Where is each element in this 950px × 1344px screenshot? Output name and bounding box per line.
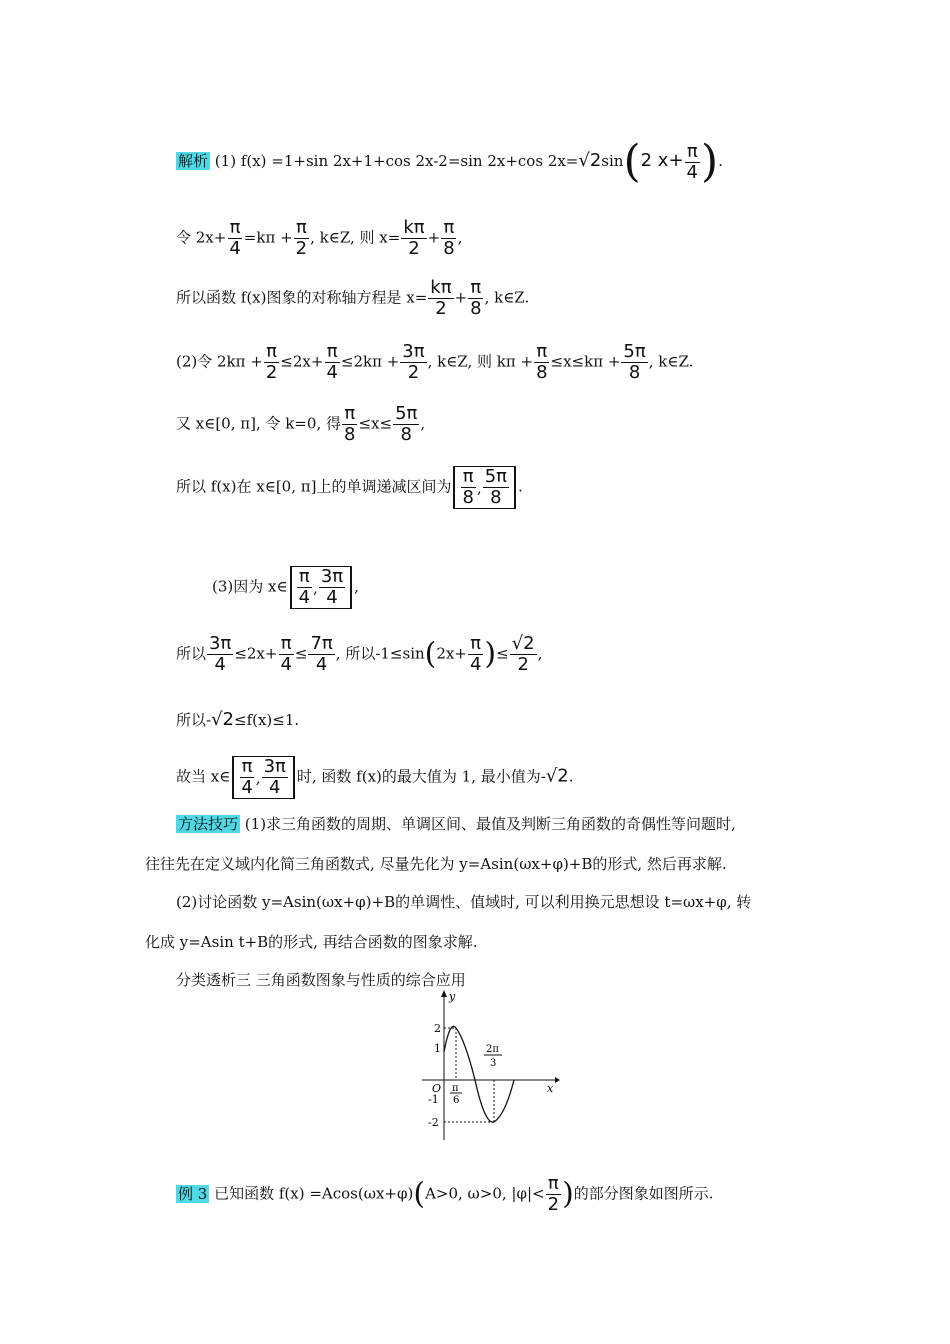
- cosine-graph: [410, 990, 560, 1140]
- text: .: [518, 477, 523, 496]
- section-heading: [176, 970, 466, 990]
- solution-line-8: [176, 634, 542, 675]
- method-line-1: [176, 814, 736, 834]
- text: ≤: [496, 644, 509, 663]
- fraction: $\frac{k\pi}{2}$: [430, 277, 452, 319]
- text: ≤2x+: [280, 352, 324, 371]
- left-paren: (: [424, 636, 437, 672]
- solution-line-7: [212, 566, 359, 609]
- text: ≤2kπ +: [340, 352, 400, 371]
- text: , k∈Z, 则 kπ +: [427, 352, 534, 371]
- text: 分类透析三 三角函数图象与性质的综合应用: [176, 971, 466, 989]
- fraction: $\frac{5\pi}{8}$: [395, 403, 418, 445]
- fraction: $\frac{3\pi}{4}$: [320, 566, 344, 608]
- y-tick-neg1: -1: [428, 1093, 439, 1106]
- solution-line-4: [176, 342, 693, 383]
- fraction: $\frac{\pi}{4}$: [469, 633, 482, 675]
- fraction: $\frac{\pi}{4}$: [241, 756, 253, 798]
- text: (2)讨论函数 y=Asin(ωx+φ)+B的单调性、值域时, 可以利用换元思想设 t=ωx+φ, 转: [176, 893, 752, 911]
- text: 又 x∈[0, π], 令 k=0, 得: [176, 414, 342, 433]
- text: =kπ +: [243, 228, 293, 247]
- solution-line-3: [176, 278, 529, 319]
- text: sin: [601, 152, 624, 170]
- text: 令 2x+: [176, 228, 227, 247]
- right-paren: ): [701, 136, 719, 187]
- solution-line-6: [176, 466, 523, 509]
- text: (3)因为 x∈: [212, 577, 288, 596]
- text: .: [568, 767, 574, 786]
- solution-line-10: [176, 756, 574, 799]
- text: ,: [457, 228, 463, 247]
- text: 2x+: [436, 644, 467, 663]
- fraction: $\frac{\pi}{8}$: [462, 466, 474, 508]
- x-tick-2pi3-den: 3: [490, 1058, 497, 1069]
- text: ,: [354, 577, 359, 596]
- text: 的部分图象如图所示.: [573, 1184, 714, 1203]
- text: 所以函数 f(x)图象的对称轴方程是 x=: [176, 288, 428, 307]
- text: (1)求三角函数的周期、单调区间、最值及判断三角函数的奇偶性等问题时,: [244, 815, 736, 833]
- interval-bracket: $\frac{\pi}{4}$ , $\frac{3\pi}{4}$: [232, 756, 295, 799]
- x-axis-label: x: [547, 1082, 554, 1095]
- x-tick-pi6-num: π: [452, 1083, 459, 1094]
- text: 2 x+: [640, 150, 684, 171]
- sqrt2: √2: [211, 709, 234, 730]
- fraction: $\frac{3\pi}{4}$: [209, 633, 232, 675]
- fraction: $\frac{\pi}{8}$: [443, 217, 455, 259]
- text: , k∈Z.: [648, 352, 694, 371]
- right-paren: ): [562, 1176, 574, 1212]
- text: , k∈Z.: [484, 288, 530, 307]
- fraction: $\frac{3\pi}{2}$: [402, 341, 425, 383]
- solution-line-9: [176, 710, 299, 730]
- fraction: $\frac{5\pi}{8}$: [623, 341, 646, 383]
- text: 所以: [176, 644, 207, 663]
- fraction: $\frac{\pi}{4}$: [686, 140, 698, 183]
- x-tick-2pi3-num: 2π: [486, 1044, 499, 1055]
- fraction: $\frac{\pi}{4}$: [229, 217, 241, 259]
- fraction: $\frac{\pi}{2}$: [265, 341, 278, 383]
- fraction: $\frac{\pi}{2}$: [547, 1173, 560, 1215]
- left-paren: (: [623, 136, 641, 187]
- fraction: $\frac{\pi}{2}$: [295, 217, 308, 259]
- fraction: $\frac{\pi}{8}$: [536, 341, 548, 383]
- solution-line-2: [176, 218, 462, 259]
- fraction: $\frac{\pi}{4}$: [298, 566, 311, 608]
- y-tick-1: 1: [434, 1042, 441, 1055]
- fraction: $\frac{\pi}{4}$: [326, 341, 338, 383]
- fraction: $\frac{7\pi}{4}$: [310, 633, 333, 675]
- sqrt2: √2: [578, 150, 602, 171]
- text: 故当 x∈: [176, 767, 231, 786]
- text: ≤x≤kπ +: [550, 352, 621, 371]
- text: ≤x≤: [358, 414, 393, 433]
- text: A>0, ω>0, |φ|<: [425, 1184, 545, 1203]
- y-arrow: [441, 990, 447, 997]
- text: ≤f(x)≤1.: [234, 711, 300, 729]
- fraction: $\frac{√2}{2}$: [511, 633, 535, 675]
- text: 所以-: [176, 711, 212, 729]
- right-paren: ): [484, 636, 497, 672]
- method-line-3: [176, 892, 751, 912]
- origin-label: O: [432, 1082, 442, 1095]
- text: ≤: [294, 644, 308, 663]
- fraction: $\frac{\pi}{4}$: [280, 633, 292, 675]
- text: , 所以-1≤sin: [335, 644, 425, 663]
- y-axis-label: y: [449, 990, 456, 1003]
- y-tick-neg2: -2: [428, 1116, 439, 1129]
- fraction: $\frac{\pi}{8}$: [344, 403, 356, 445]
- text: 往往先在定义域内化简三角函数式, 尽量先化为 y=Asin(ωx+φ)+B的形式, 然后再求解.: [145, 855, 727, 873]
- tag-jiexi: 解析: [178, 152, 209, 170]
- tag-fangfa: 方法技巧: [178, 815, 239, 833]
- solution-line-5: [176, 404, 425, 445]
- text: 化成 y=Asin t+B的形式, 再结合函数的图象求解.: [145, 933, 478, 951]
- method-line-2: [145, 854, 727, 874]
- text: ≤2x+: [234, 644, 278, 663]
- text: 时, 函数 f(x)的最大值为 1, 最小值为-: [296, 767, 546, 786]
- y-tick-2: 2: [434, 1022, 441, 1035]
- text: (2)令 2kπ +: [176, 352, 263, 371]
- tag-li3: 例 3: [178, 1184, 208, 1203]
- text: +: [454, 288, 468, 307]
- fraction: $\frac{5\pi}{8}$: [484, 466, 507, 508]
- text: , k∈Z, 则 x=: [310, 228, 401, 247]
- example-3-line: [176, 1174, 714, 1215]
- curve: [444, 1026, 514, 1122]
- text: ,: [420, 414, 426, 433]
- fraction: $\frac{k\pi}{2}$: [403, 217, 425, 259]
- solution-line-1: 解析 (1) f(x) =1+sin 2x+1+cos 2x-2=sin 2x+cos 2x=√2sin(2 x+ $\frac{\pi}{4}$ ).: [178, 136, 723, 187]
- x-tick-pi6-den: 6: [453, 1095, 460, 1106]
- sqrt2: √2: [545, 765, 569, 787]
- interval-bracket: $\frac{\pi}{4}$ , $\frac{3\pi}{4}$: [290, 566, 353, 609]
- fraction: $\frac{3\pi}{4}$: [263, 756, 286, 798]
- text: ,: [537, 644, 543, 663]
- text: (1) f(x) =1+sin 2x+1+cos 2x-2=sin 2x+cos 2x=: [214, 152, 579, 170]
- text: +: [427, 228, 441, 247]
- method-line-4: [145, 932, 478, 952]
- interval-bracket: $\frac{\pi}{8}$ , $\frac{5\pi}{8}$: [453, 466, 516, 509]
- x-arrow: [555, 1077, 560, 1083]
- fraction: $\frac{\pi}{8}$: [470, 277, 482, 319]
- left-paren: (: [413, 1176, 426, 1212]
- text: 所以 f(x)在 x∈[0, π]上的单调递减区间为: [176, 477, 452, 496]
- text: 已知函数 f(x) =Acos(ωx+φ): [214, 1184, 414, 1203]
